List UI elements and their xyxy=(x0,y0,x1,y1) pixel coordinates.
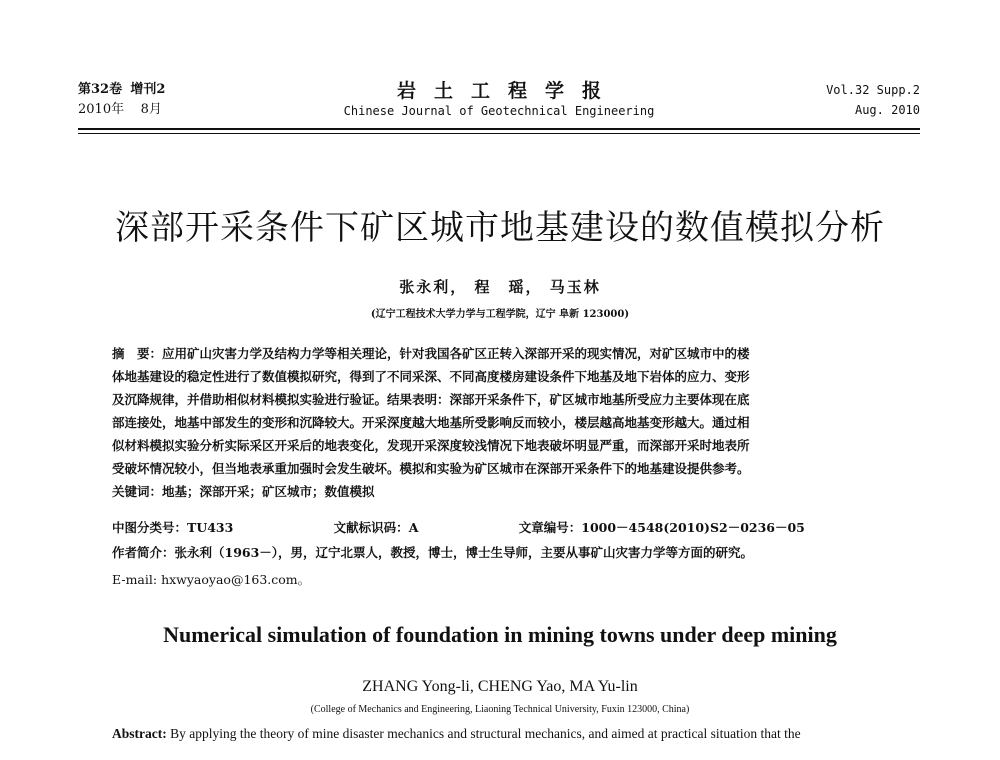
classification-line xyxy=(112,518,886,536)
author-email: E-mail: hxwyaoyao@163.com。 xyxy=(112,572,311,587)
abstract-line: 受破坏情况较小，但当地表承重加强时会发生破坏。模拟和实验为矿区城市在深部开采条件下的地基建设提供参考。 xyxy=(112,461,750,476)
document-code: 文献标识码：A xyxy=(333,520,419,535)
abstract-line: 部连接处，地基中部发生的变形和沉降较大。开采深度越大地基所受影响反而较小，楼层越高地基变形越大。通过相 xyxy=(112,415,750,430)
journal-name-cn: 岩土工程学报 xyxy=(396,80,619,102)
affiliation-cn: (辽宁工程技术大学力学与工程学院，辽宁 阜新 123000) xyxy=(370,309,630,320)
abstract-en-label: Abstract: xyxy=(112,726,167,741)
affiliation-en: (College of Mechanics and Engineering, Liaoning Technical University, Fuxin 123000, China) xyxy=(310,704,690,715)
abstract-line: 体地基建设的稳定性进行了数值模拟研究，得到了不同采深、不同高度楼房建设条件下地基及地下岩体的应力、变形 xyxy=(112,369,750,384)
header-issue: 增刊2 xyxy=(130,82,166,97)
paper-title-en: Numerical simulation of foundation in mining towns under deep mining xyxy=(163,622,837,647)
abstract-label: 摘 要： xyxy=(112,346,163,361)
author-bio xyxy=(112,543,886,561)
keywords-label: 关键词： xyxy=(112,484,163,499)
abstract-line: 及沉降规律，并借助相似材料模拟实验进行验证。结果表明：深部开采条件下，矿区城市地基所受应力主要体现在底 xyxy=(112,392,750,407)
header-month: 8月 xyxy=(140,102,162,117)
header-date-en: Aug. 2010 xyxy=(854,103,920,117)
keywords-value: 地基；深部开采；矿区城市；数值模拟 xyxy=(162,484,375,499)
keywords xyxy=(112,480,886,503)
header-volume-info-en xyxy=(826,80,920,120)
journal-header xyxy=(78,80,920,122)
header-rule-thin xyxy=(78,133,920,134)
header-rule-thick xyxy=(78,128,920,130)
header-journal-name xyxy=(78,80,920,120)
header-volume: 第32卷 xyxy=(78,82,123,97)
abstract-line: 似材料模拟实验分析实际采区开采后的地表变化，发现开采深度较浅情况下地表破坏明显严重，而深部开采时地表所 xyxy=(112,438,750,453)
abstract-en-text: By applying the theory of mine disaster mechanics and structural mechanics, and aimed at practical situation that the xyxy=(166,726,801,741)
paper-title-cn: 深部开采条件下矿区城市地基建设的数值模拟分析 xyxy=(115,208,885,248)
authors-en: ZHANG Yong-li, CHENG Yao, MA Yu-lin xyxy=(362,678,638,695)
authors-cn: 张永利， 程 瑶， 马玉林 xyxy=(399,278,601,296)
header-year: 2010年 xyxy=(78,102,125,117)
article-number: 文章编号：1000－4548(2010)S2－0236－05 xyxy=(518,520,805,535)
journal-name-en: Chinese Journal of Geotechnical Engineering xyxy=(343,104,655,118)
author-bio-label: 作者简介： xyxy=(112,545,175,560)
abstract-cn xyxy=(112,342,886,503)
header-vol-supp: Vol.32 Supp.2 xyxy=(826,83,920,97)
abstract-line: 摘 要：应用矿山灾害力学及结构力学等相关理论，针对我国各矿区正转入深部开采的现实情况，对矿区城市中的楼 xyxy=(112,346,750,361)
abstract-en xyxy=(112,726,886,742)
author-bio-value: 张永利（1963－），男，辽宁北票人，教授，博士，博士生导师，主要从事矿山灾害力学等方面的研究。 xyxy=(174,545,754,560)
clc-number: 中图分类号：TU433 xyxy=(112,520,234,535)
